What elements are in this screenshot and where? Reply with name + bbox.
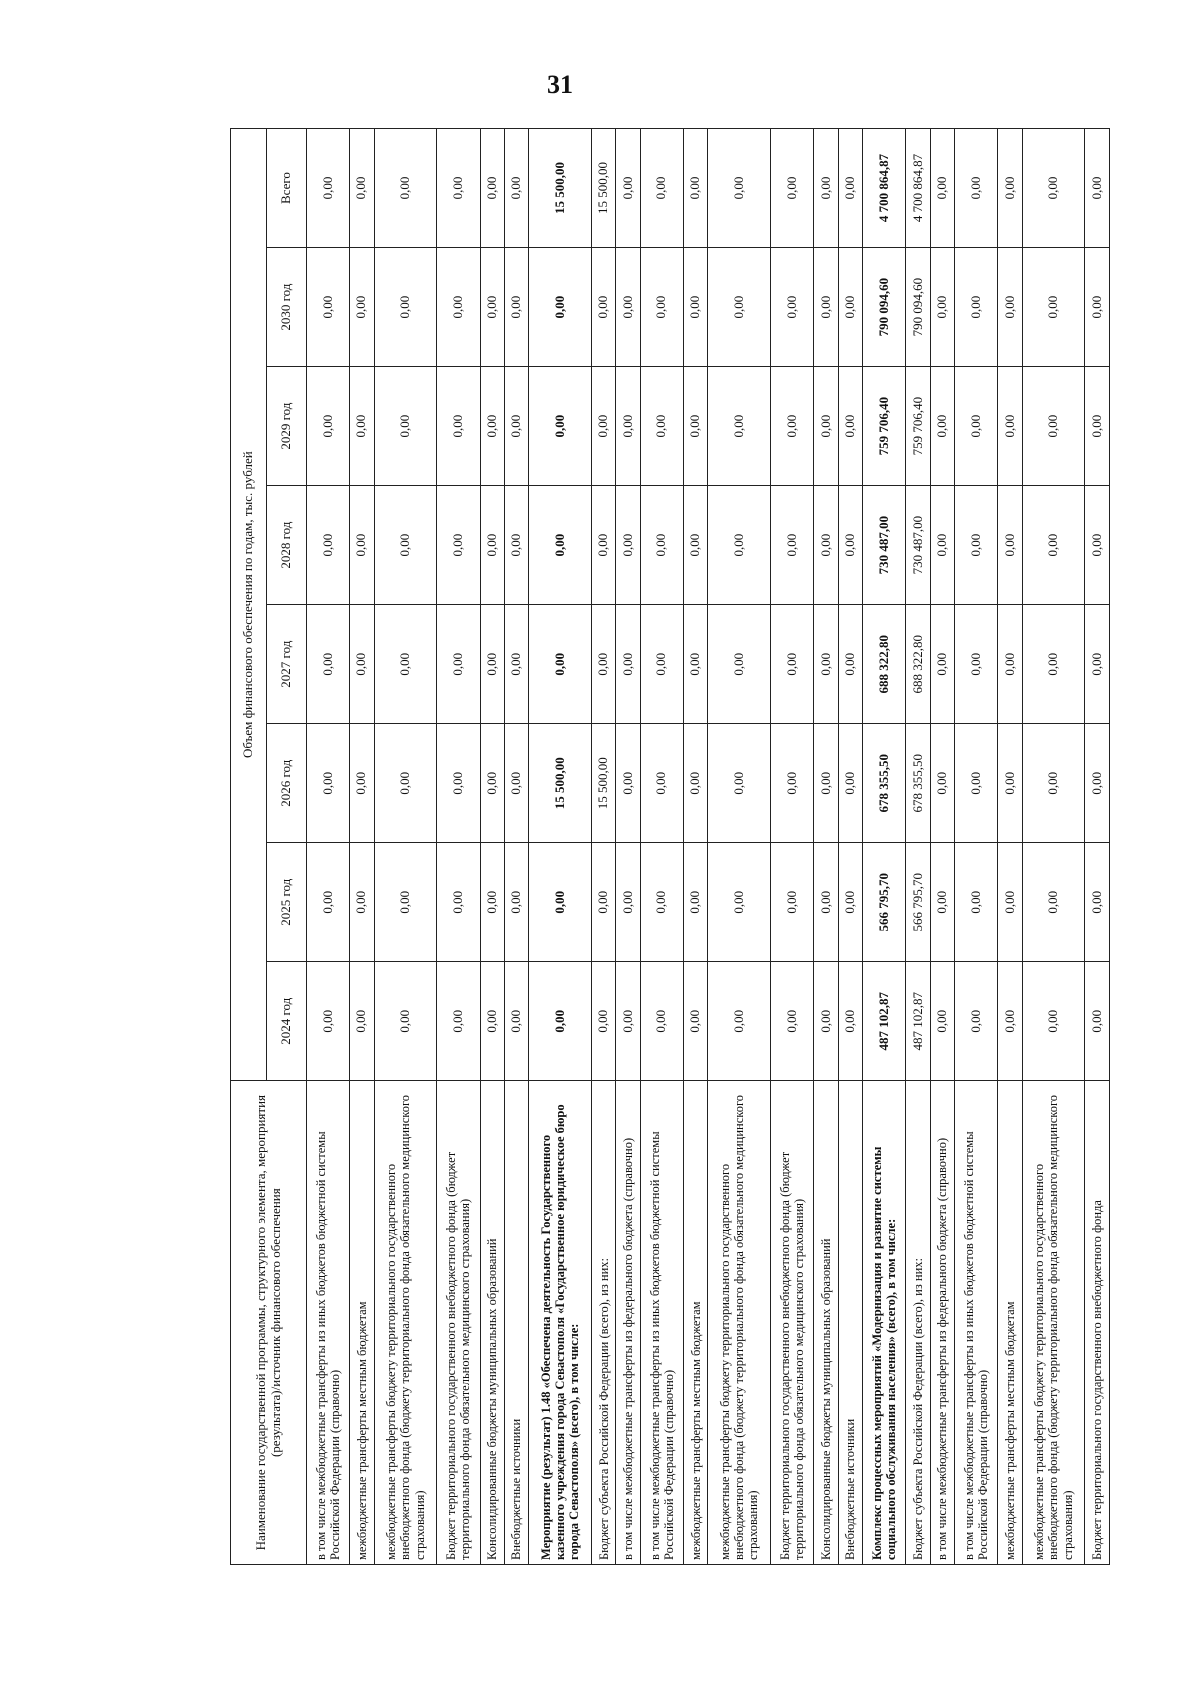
row-value: 4 700 864,87 [906,129,930,248]
year-header: 2029 год [267,367,307,486]
row-value: 678 355,50 [906,724,930,843]
row-value: 0,00 [374,367,437,486]
table-row [480,129,504,1565]
row-value: 0,00 [437,248,480,367]
row-value: 0,00 [955,486,998,605]
row-value: 0,00 [350,843,374,962]
row-value: 0,00 [504,248,528,367]
row-value: 15 500,00 [592,129,616,248]
row-value: 0,00 [504,367,528,486]
row-value: 0,00 [1085,843,1110,962]
row-value: 0,00 [480,843,504,962]
row-value: 0,00 [1022,248,1085,367]
table-row [771,129,814,1565]
row-name: Консолидированные бюджеты муниципальных образований [814,1081,838,1565]
row-value: 759 706,40 [906,367,930,486]
row-value: 0,00 [1085,486,1110,605]
row-value: 0,00 [998,486,1022,605]
table-row [592,129,616,1565]
row-value: 0,00 [592,486,616,605]
year-header: 2024 год [267,962,307,1081]
row-value: 0,00 [437,605,480,724]
row-value: 0,00 [374,605,437,724]
row-name: в том числе межбюджетные трансферты из иных бюджетов бюджетной системы Российской Федерации (справочно) [955,1081,998,1565]
row-value: 0,00 [616,248,640,367]
row-value: 0,00 [814,724,838,843]
row-value: 0,00 [350,962,374,1081]
row-value: 0,00 [771,248,814,367]
row-value: 0,00 [955,843,998,962]
row-value: 0,00 [350,605,374,724]
row-name: межбюджетные трансферты бюджету территориального государственного внебюджетного фонда (бюджету территориального фонда обязательного медицинского страхования) [1022,1081,1085,1565]
table-row [437,129,480,1565]
year-header: 2027 год [267,605,307,724]
row-value: 730 487,00 [863,486,906,605]
table-row [350,129,374,1565]
row-value: 0,00 [640,367,683,486]
row-value: 0,00 [529,367,592,486]
row-value: 0,00 [504,129,528,248]
row-value: 0,00 [998,962,1022,1081]
row-value: 0,00 [480,962,504,1081]
row-value: 0,00 [708,843,771,962]
table-row [838,129,862,1565]
row-value: 0,00 [814,962,838,1081]
row-value: 0,00 [374,248,437,367]
table-row [1022,129,1085,1565]
table-row [374,129,437,1565]
row-value: 0,00 [771,843,814,962]
row-value: 0,00 [930,724,954,843]
row-value: 0,00 [640,605,683,724]
row-name: Консолидированные бюджеты муниципальных образований [480,1081,504,1565]
row-name: Бюджет территориального государственного внебюджетного фонда (бюджет территориального фонда обязательного медицинского страхования) [771,1081,814,1565]
row-value: 0,00 [437,129,480,248]
row-value: 0,00 [616,367,640,486]
row-value: 0,00 [684,367,708,486]
row-value: 0,00 [1022,843,1085,962]
row-value: 0,00 [684,843,708,962]
row-value: 0,00 [480,129,504,248]
table-row [529,129,592,1565]
row-name: в том числе межбюджетные трансферты из иных бюджетов бюджетной системы Российской Федерации (справочно) [307,1081,350,1565]
row-value: 0,00 [708,486,771,605]
row-name: Внебюджетные источники [838,1081,862,1565]
row-value: 0,00 [838,486,862,605]
row-value: 0,00 [838,248,862,367]
row-value: 0,00 [374,486,437,605]
row-value: 0,00 [350,367,374,486]
row-value: 0,00 [529,962,592,1081]
row-value: 0,00 [307,843,350,962]
row-value: 0,00 [616,843,640,962]
table-row [955,129,998,1565]
row-value: 0,00 [616,962,640,1081]
row-name: в том числе межбюджетные трансферты из федерального бюджета (справочно) [616,1081,640,1565]
row-value: 0,00 [480,724,504,843]
row-value: 0,00 [1085,724,1110,843]
row-value: 0,00 [640,962,683,1081]
year-header: 2028 год [267,486,307,605]
row-value: 0,00 [684,248,708,367]
row-value: 0,00 [708,605,771,724]
row-value: 0,00 [374,129,437,248]
row-value: 678 355,50 [863,724,906,843]
row-value: 0,00 [708,962,771,1081]
page-number: 31 [547,70,573,99]
row-value: 0,00 [955,129,998,248]
row-value: 0,00 [1022,367,1085,486]
row-value: 0,00 [684,724,708,843]
row-value: 0,00 [1085,962,1110,1081]
table-row [1085,129,1110,1565]
row-value: 0,00 [930,843,954,962]
row-value: 0,00 [930,962,954,1081]
year-header: 2025 год [267,843,307,962]
row-value: 0,00 [480,486,504,605]
row-value: 0,00 [504,962,528,1081]
row-value: 0,00 [640,724,683,843]
row-value: 0,00 [955,724,998,843]
row-name: Бюджет субъекта Российской Федерации (всего), из них: [906,1081,930,1565]
row-value: 0,00 [838,367,862,486]
row-value: 0,00 [437,962,480,1081]
row-value: 0,00 [480,605,504,724]
row-value: 0,00 [616,605,640,724]
row-value: 487 102,87 [906,962,930,1081]
row-value: 0,00 [684,129,708,248]
row-value: 0,00 [838,605,862,724]
row-name: межбюджетные трансферты бюджету территориального государственного внебюджетного фонда (бюджету территориального фонда обязательного медицинского страхования) [708,1081,771,1565]
row-value: 0,00 [480,248,504,367]
row-name: Внебюджетные источники [504,1081,528,1565]
row-value: 0,00 [930,248,954,367]
row-value: 566 795,70 [863,843,906,962]
row-value: 0,00 [307,605,350,724]
row-value: 0,00 [592,248,616,367]
table-row [998,129,1022,1565]
row-value: 0,00 [374,843,437,962]
row-value: 0,00 [1085,367,1110,486]
row-value: 0,00 [529,843,592,962]
row-value: 790 094,60 [906,248,930,367]
row-value: 0,00 [307,248,350,367]
row-value: 0,00 [684,605,708,724]
row-value: 0,00 [529,486,592,605]
financing-group-header: Объем финансового обеспечения по годам, тыс. рублей [231,129,267,1081]
row-value: 0,00 [814,605,838,724]
row-value: 0,00 [955,248,998,367]
row-value: 0,00 [350,129,374,248]
row-value: 0,00 [592,367,616,486]
row-value: 0,00 [708,129,771,248]
row-value: 0,00 [1085,248,1110,367]
row-value: 790 094,60 [863,248,906,367]
row-value: 0,00 [616,129,640,248]
row-value: 0,00 [480,367,504,486]
row-value: 688 322,80 [906,605,930,724]
row-value: 0,00 [838,129,862,248]
row-value: 15 500,00 [529,129,592,248]
row-value: 0,00 [955,367,998,486]
row-value: 0,00 [529,605,592,724]
row-value: 0,00 [771,724,814,843]
row-value: 0,00 [1085,605,1110,724]
row-value: 0,00 [350,486,374,605]
row-value: 0,00 [684,486,708,605]
row-value: 688 322,80 [863,605,906,724]
row-name: межбюджетные трансферты местным бюджетам [684,1081,708,1565]
year-header: 2030 год [267,248,307,367]
row-name: межбюджетные трансферты бюджету территориального государственного внебюджетного фонда (бюджету территориального фонда обязательного медицинского страхования) [374,1081,437,1565]
row-value: 4 700 864,87 [863,129,906,248]
row-value: 0,00 [771,962,814,1081]
row-value: 730 487,00 [906,486,930,605]
row-value: 0,00 [504,605,528,724]
row-value: 0,00 [307,962,350,1081]
row-value: 0,00 [838,843,862,962]
table-header [231,129,307,1565]
row-value: 0,00 [1022,129,1085,248]
row-value: 0,00 [437,843,480,962]
row-value: 0,00 [504,724,528,843]
row-value: 0,00 [930,486,954,605]
row-value: 0,00 [771,605,814,724]
row-value: 0,00 [1022,486,1085,605]
row-value: 0,00 [640,486,683,605]
row-value: 0,00 [955,962,998,1081]
row-value: 759 706,40 [863,367,906,486]
row-value: 0,00 [1022,724,1085,843]
row-value: 0,00 [998,843,1022,962]
row-value: 0,00 [838,962,862,1081]
row-value: 0,00 [307,724,350,843]
table-row [616,129,640,1565]
row-value: 0,00 [307,486,350,605]
row-value: 0,00 [350,248,374,367]
row-name: в том числе межбюджетные трансферты из федерального бюджета (справочно) [930,1081,954,1565]
table-row [863,129,906,1565]
year-header: 2026 год [267,724,307,843]
row-value: 0,00 [1085,129,1110,248]
row-value: 0,00 [838,724,862,843]
row-value: 15 500,00 [529,724,592,843]
row-value: 0,00 [814,129,838,248]
table-row [708,129,771,1565]
row-value: 0,00 [529,248,592,367]
row-name: Бюджет субъекта Российской Федерации (всего), из них: [592,1081,616,1565]
row-value: 0,00 [592,962,616,1081]
table-row [930,129,954,1565]
row-name: Комплекс процессных мероприятий «Модернизация и развитие системы социального обслуживания населения» (всего), в том числе: [863,1081,906,1565]
table-row [814,129,838,1565]
row-name: Бюджет территориального государственного внебюджетного фонда (бюджет территориального фонда обязательного медицинского страхования) [437,1081,480,1565]
row-value: 0,00 [1022,962,1085,1081]
financing-table [230,128,1110,1565]
row-value: 0,00 [504,486,528,605]
row-value: 0,00 [814,843,838,962]
row-name: в том числе межбюджетные трансферты из иных бюджетов бюджетной системы Российской Федерации (справочно) [640,1081,683,1565]
name-column-header: Наименование государственной программы, структурного элемента, мероприятия (результата)/источник финансового обеспечения [231,1081,307,1565]
year-header: Всего [267,129,307,248]
row-value: 0,00 [592,843,616,962]
row-value: 0,00 [374,724,437,843]
table-body [307,129,1110,1565]
row-name: Бюджет территориального государственного внебюджетного фонда [1085,1081,1110,1565]
row-value: 0,00 [930,129,954,248]
row-value: 0,00 [640,129,683,248]
row-value: 0,00 [998,367,1022,486]
row-value: 0,00 [955,605,998,724]
table-row [640,129,683,1565]
row-value: 0,00 [814,367,838,486]
row-value: 0,00 [708,724,771,843]
row-value: 0,00 [307,129,350,248]
row-value: 0,00 [998,724,1022,843]
row-name: Мероприятие (результат) 1.48 «Обеспечена деятельность Государственного казенного учреждения города Севастополя «Государственное юридическое бюро города Севастополя» (всего), в том числе: [529,1081,592,1565]
row-value: 0,00 [592,605,616,724]
row-value: 0,00 [998,605,1022,724]
row-value: 0,00 [1022,605,1085,724]
row-value: 0,00 [708,248,771,367]
row-value: 0,00 [437,486,480,605]
table-row [307,129,350,1565]
row-value: 15 500,00 [592,724,616,843]
row-value: 0,00 [814,486,838,605]
row-value: 0,00 [930,367,954,486]
table-row [906,129,930,1565]
row-value: 0,00 [771,129,814,248]
row-value: 0,00 [437,724,480,843]
table-row [684,129,708,1565]
row-value: 0,00 [998,129,1022,248]
row-name: межбюджетные трансферты местным бюджетам [350,1081,374,1565]
row-value: 0,00 [504,843,528,962]
row-value: 0,00 [616,724,640,843]
row-value: 0,00 [374,962,437,1081]
row-value: 0,00 [998,248,1022,367]
row-value: 0,00 [684,962,708,1081]
row-value: 0,00 [771,367,814,486]
row-value: 0,00 [708,367,771,486]
table-row [504,129,528,1565]
row-value: 0,00 [814,248,838,367]
row-value: 487 102,87 [863,962,906,1081]
rotated-table-wrapper [230,128,1110,1565]
row-value: 0,00 [771,486,814,605]
row-value: 0,00 [640,248,683,367]
row-value: 566 795,70 [906,843,930,962]
row-value: 0,00 [930,605,954,724]
row-value: 0,00 [640,843,683,962]
row-name: межбюджетные трансферты местным бюджетам [998,1081,1022,1565]
row-value: 0,00 [616,486,640,605]
row-value: 0,00 [350,724,374,843]
row-value: 0,00 [437,367,480,486]
row-value: 0,00 [307,367,350,486]
